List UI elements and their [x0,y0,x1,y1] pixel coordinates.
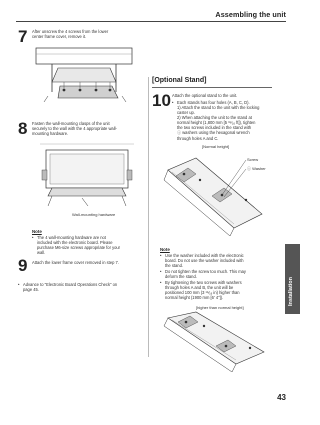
step-10-bullet: • Each stands has four holes (A, B, C, D). [177,100,250,105]
washer-label: ⓘ Washer [247,166,266,171]
section-divider [152,87,272,88]
side-tab-label: Installation [288,276,294,306]
step-10-number: 10 [152,91,171,110]
step-7-text: After unscrew the 4 screws from the lower center frame cover, remove it. [32,29,109,40]
right-note-bullet-1: • Use the washer included with the electronic board. Do not use the washer included with the stand. [165,253,244,268]
figure-lower-frame-cover [30,42,140,112]
installation-side-tab [285,244,300,314]
normal-height-label: [Normal height] [202,144,230,149]
advance-instruction: • Advance to "Electronic Board Operations Check" on page 45. [23,282,117,292]
wall-mounting-hardware-caption: Wall-mounting hardware [72,212,116,217]
step-7-number: 7 [18,27,28,46]
page-header-title: Assembling the unit [215,10,286,19]
step-8-text: Fasten the wall-mounting clasps of the unit securely to the wall with the 4 appropriate wall- mounting hardware. [32,121,117,137]
step-9-text: Attach the lower frame cover removed in step 7. [32,260,119,265]
higher-height-label: [higher than normal height] [196,305,244,310]
header-divider [16,21,286,22]
page-number: 43 [277,393,286,402]
figure-wall-mounting [32,140,142,210]
left-note-bullet: • The 4 wall-mounting hardware are not included with the electronic board. Please purchase M6-size screws appropriate for your wall. [37,235,120,255]
left-note-heading: Note [32,229,42,234]
right-note-bullet-3: • By tightening the two screws with washers through holes A and B, the unit will be positioned 100 mm (3 ¹⁵⁄₁₆ in) higher than normal height (1900 mm [6' 4"]). [165,280,242,300]
step-8-number: 8 [18,119,28,138]
column-divider [148,77,149,357]
right-note-heading: Note [160,247,170,252]
figure-stand-higher-height [160,310,270,372]
step-9-number: 9 [18,256,28,275]
optional-stand-title: [Optional Stand] [152,77,207,84]
figure-stand-normal-height [160,150,272,236]
step-10-intro: Attach the optional stand to the unit. [172,93,238,98]
right-note-bullet-2: • Do not tighten the screw too much. This may deform the stand. [165,269,246,279]
screw-label: Screw [247,157,259,162]
step-10-items: 1) Attach the stand to the unit with the locking caster up. 2) When attaching the unit to the stand at normal height (1,800 mm [5 ¹⁵⁄₁₆ ft]), tighten the two screws included in the stand with ⓘ washers using the hexagonal wrench through holes A and C. [177,105,260,141]
